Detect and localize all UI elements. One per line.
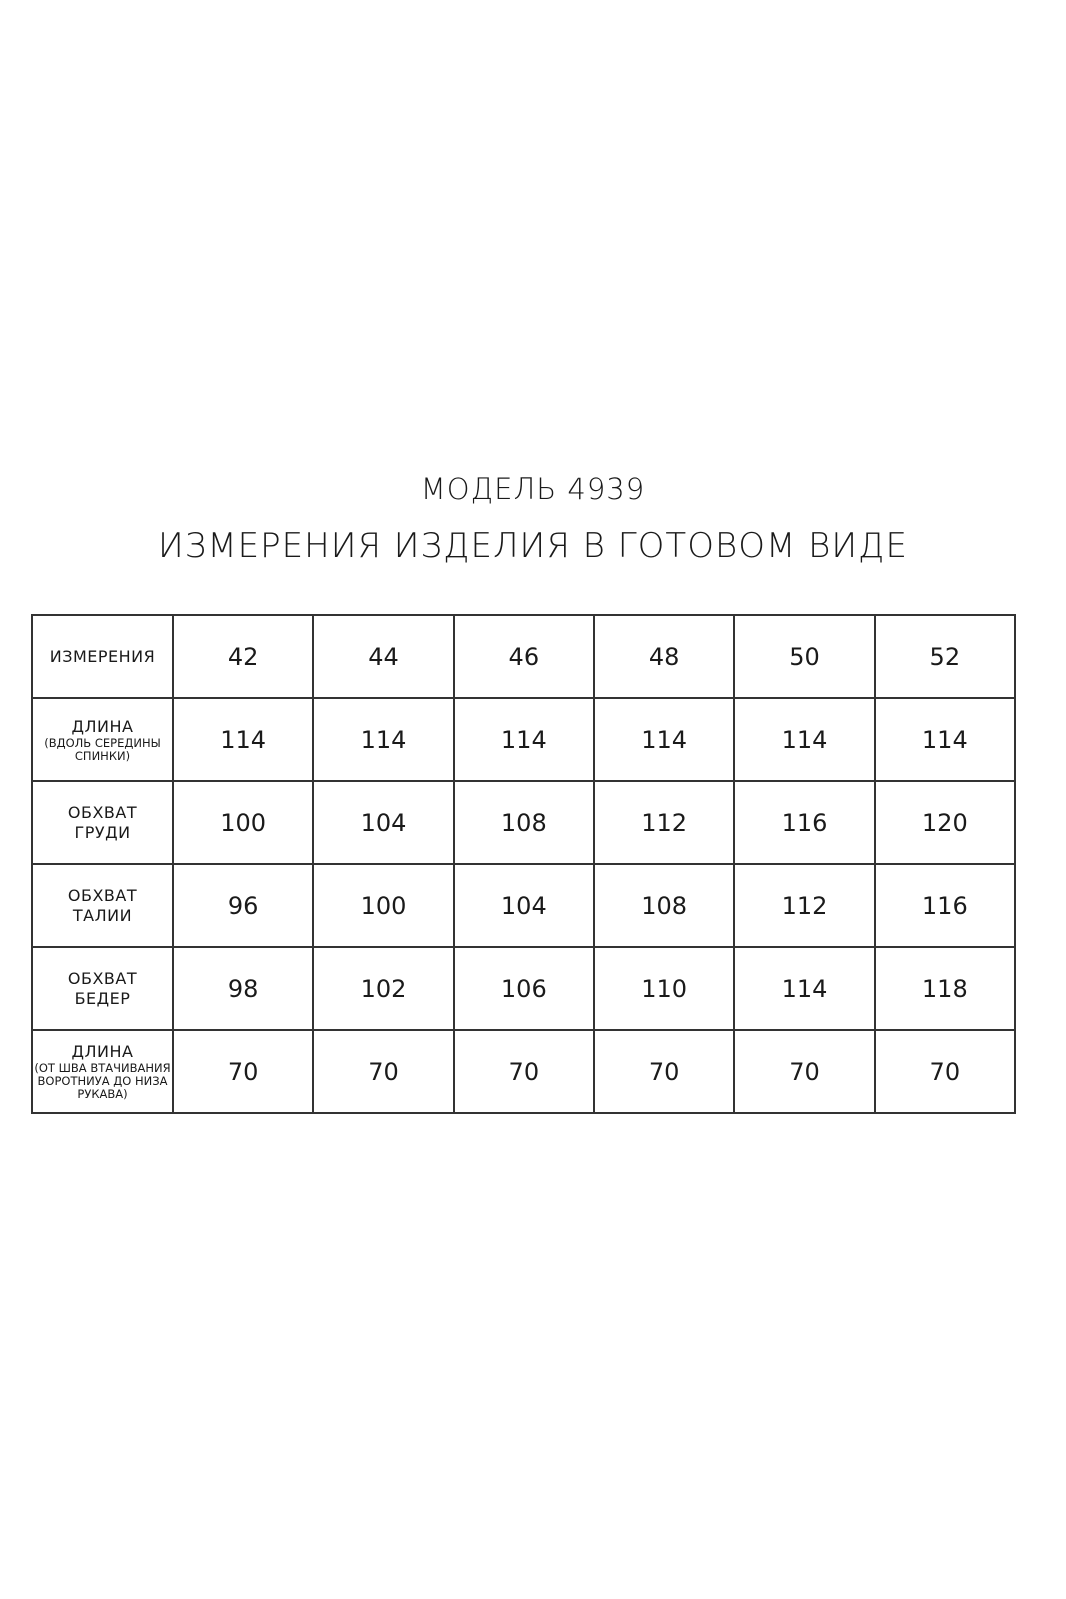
value-cell: 114 — [173, 698, 313, 781]
size-cell: 44 — [313, 615, 453, 698]
row-label-cell — [32, 864, 173, 947]
value-cell: 70 — [173, 1030, 313, 1113]
table-row-sleeve-length — [32, 1030, 1015, 1113]
model-title: МОДЕЛЬ 4939 — [420, 472, 646, 506]
value-cell: 108 — [594, 864, 734, 947]
value-cell: 70 — [454, 1030, 594, 1113]
value-cell: 114 — [594, 698, 734, 781]
value-cell: 100 — [313, 864, 453, 947]
page-title: ИЗМЕРЕНИЯ ИЗДЕЛИЯ В ГОТОВОМ ВИДЕ — [158, 526, 908, 566]
value-cell: 114 — [734, 698, 874, 781]
size-cell: 46 — [454, 615, 594, 698]
value-cell: 106 — [454, 947, 594, 1030]
table-header-row — [32, 615, 1015, 698]
row-label-line2: БЕДЕР — [74, 988, 131, 1008]
value-cell: 104 — [313, 781, 453, 864]
size-cell: 50 — [734, 615, 874, 698]
value-cell: 98 — [173, 947, 313, 1030]
value-cell: 112 — [594, 781, 734, 864]
value-cell: 116 — [875, 864, 1015, 947]
table-row-hips — [32, 947, 1015, 1030]
value-cell: 104 — [454, 864, 594, 947]
size-cell: 48 — [594, 615, 734, 698]
value-cell: 120 — [875, 781, 1015, 864]
value-cell: 112 — [734, 864, 874, 947]
row-label-note: (ОТ ШВА ВТАЧИВАНИЯ ВОРОТНИУА ДО НИЗА РУКАВА) — [34, 1061, 171, 1101]
value-cell: 116 — [734, 781, 874, 864]
value-cell: 110 — [594, 947, 734, 1030]
value-cell: 114 — [313, 698, 453, 781]
row-label-cell — [32, 698, 173, 781]
row-label-cell — [32, 1030, 173, 1113]
row-label: ОБХВАТ — [67, 885, 138, 905]
value-cell: 102 — [313, 947, 453, 1030]
value-cell: 70 — [594, 1030, 734, 1113]
value-cell: 114 — [875, 698, 1015, 781]
row-label: ОБХВАТ — [67, 968, 138, 988]
row-label-cell — [32, 947, 173, 1030]
row-label: ОБХВАТ — [67, 802, 138, 822]
value-cell: 108 — [454, 781, 594, 864]
row-label-line2: ГРУДИ — [74, 822, 131, 842]
row-label: ДЛИНА — [71, 716, 134, 736]
size-table — [31, 614, 1016, 1114]
row-label-line2: ТАЛИИ — [72, 905, 133, 925]
table-row-length-back — [32, 698, 1015, 781]
value-cell: 100 — [173, 781, 313, 864]
header-label-cell — [32, 615, 173, 698]
row-label: ДЛИНА — [71, 1042, 134, 1061]
row-label-cell — [32, 781, 173, 864]
size-cell: 52 — [875, 615, 1015, 698]
value-cell: 114 — [454, 698, 594, 781]
table-row-chest — [32, 781, 1015, 864]
value-cell: 114 — [734, 947, 874, 1030]
header-label: ИЗМЕРЕНИЯ — [49, 646, 156, 666]
table-row-waist — [32, 864, 1015, 947]
value-cell: 118 — [875, 947, 1015, 1030]
size-cell: 42 — [173, 615, 313, 698]
value-cell: 70 — [875, 1030, 1015, 1113]
value-cell: 96 — [173, 864, 313, 947]
row-label-note: (ВДОЛЬ СЕРЕДИНЫ СПИНКИ) — [44, 735, 161, 763]
value-cell: 70 — [734, 1030, 874, 1113]
value-cell: 70 — [313, 1030, 453, 1113]
